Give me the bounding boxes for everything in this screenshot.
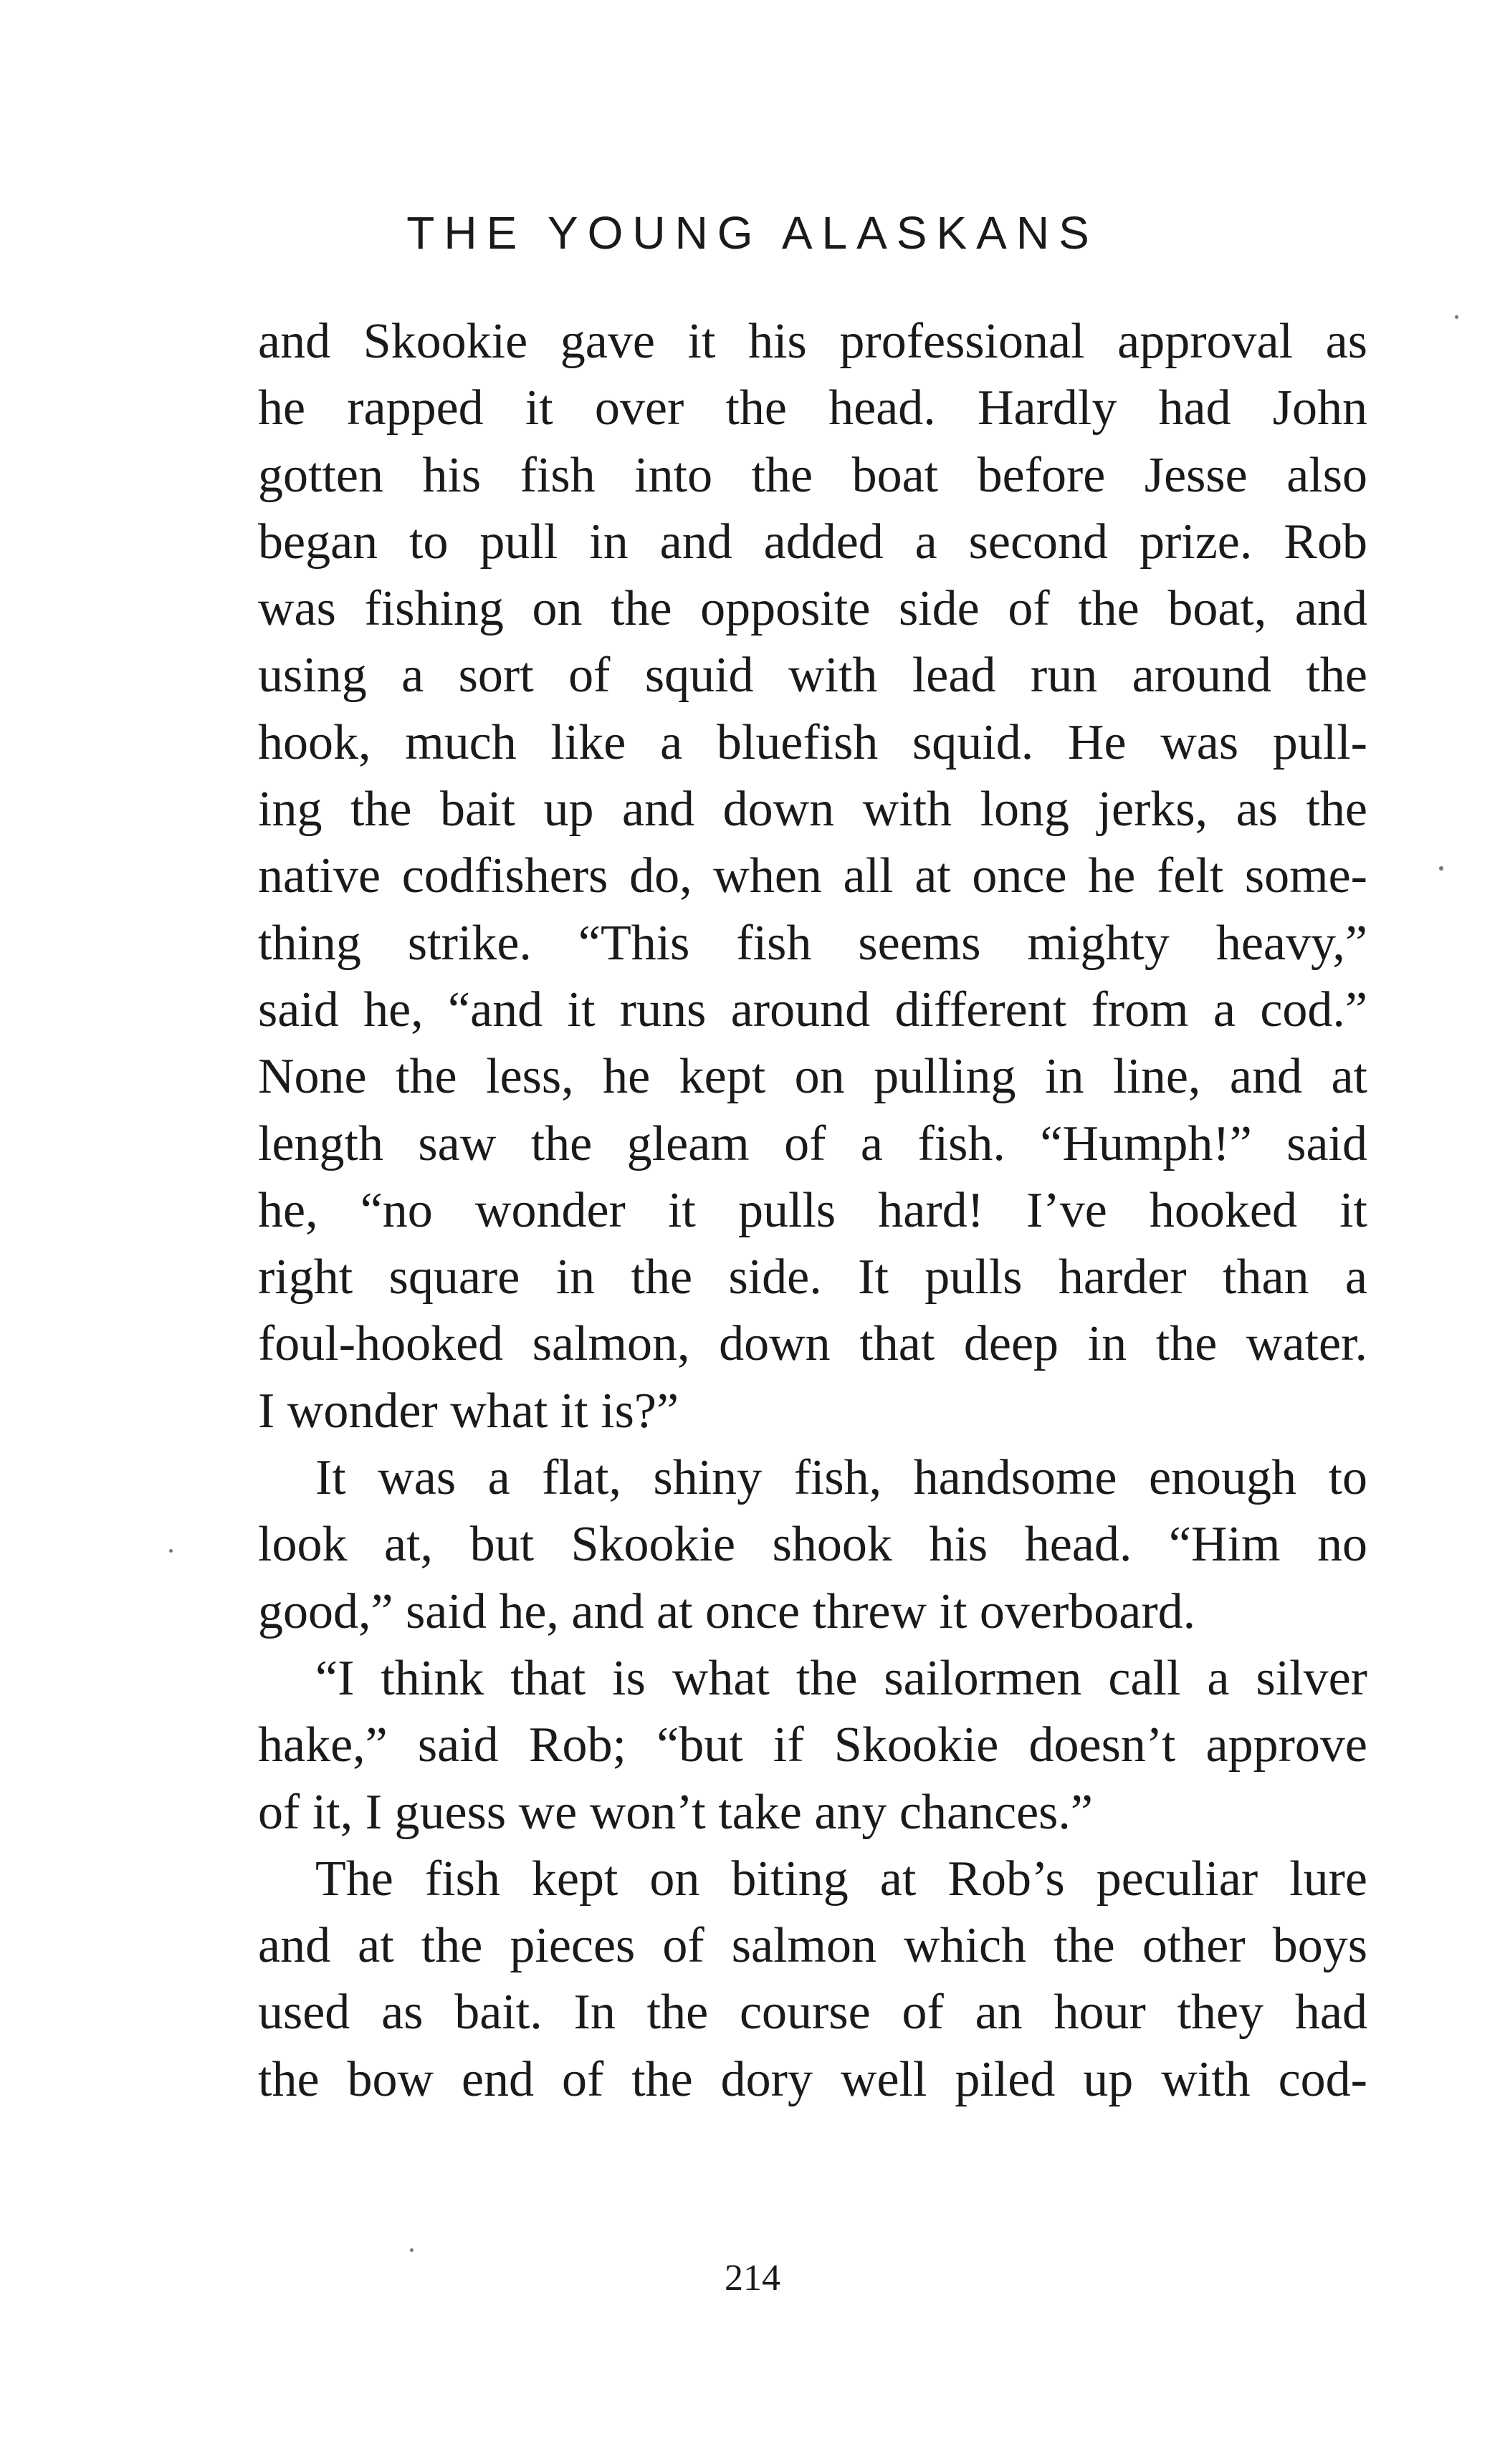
text-line: using a sort of squid with lead run around the [258,648,1367,704]
page-number: 214 [725,2258,780,2298]
running-head: THE YOUNG ALASKANS [406,207,1099,259]
text-line: None the less, he kept on pulling in line, and at [258,1049,1367,1105]
text-line: hook, much like a bluefish squid. He was pull- [258,714,1367,770]
text-line: he, “no wonder it pulls hard! I’ve hooked it [258,1182,1367,1238]
text-line: and at the pieces of salmon which the other boys [258,1918,1367,1974]
text-line: look at, but Skookie shook his head. “Him no [258,1517,1367,1573]
text-line: he rapped it over the head. Hardly had John [258,380,1367,436]
text-line: said he, “and it runs around different from a cod.” [258,982,1367,1037]
text-line: thing strike. “This fish seems mighty heavy,” [258,915,1367,971]
text-line: native codfishers do, when all at once he felt some- [258,848,1367,904]
text-line: good,” said he, and at once threw it overboard. [258,1583,1196,1639]
text-line: length saw the gleam of a fish. “Humph!” said [258,1116,1367,1171]
text-line: the bow end of the dory well piled up with cod- [258,2051,1367,2107]
text-line: gotten his fish into the boat before Jesse also [258,447,1367,503]
text-line: The fish kept on biting at Rob’s peculiar lure [315,1851,1367,1907]
scan-speck [1439,866,1443,871]
scan-speck [169,1549,173,1553]
text-line: was fishing on the opposite side of the boat, and [258,581,1367,637]
text-line: of it, I guess we won’t take any chances.” [258,1784,1093,1840]
text-line: hake,” said Rob; “but if Skookie doesn’t approve [258,1717,1367,1773]
scan-speck [1455,315,1458,319]
text-line: used as bait. In the course of an hour they had [258,1985,1367,2041]
text-line: right square in the side. It pulls harder than a [258,1250,1367,1305]
text-line: foul-hooked salmon, down that deep in the water. [258,1316,1367,1372]
text-line: “I think that is what the sailormen call a silver [315,1650,1367,1706]
scan-speck [410,2248,414,2252]
text-line: I wonder what it is?” [258,1383,679,1439]
text-line: began to pull in and added a second prize. Rob [258,514,1367,570]
text-line: ing the bait up and down with long jerks, as the [258,782,1367,838]
text-line: and Skookie gave it his professional approval as [258,314,1367,369]
body-text [258,308,1367,2113]
text-line: It was a flat, shiny fish, handsome enough to [315,1450,1367,1506]
